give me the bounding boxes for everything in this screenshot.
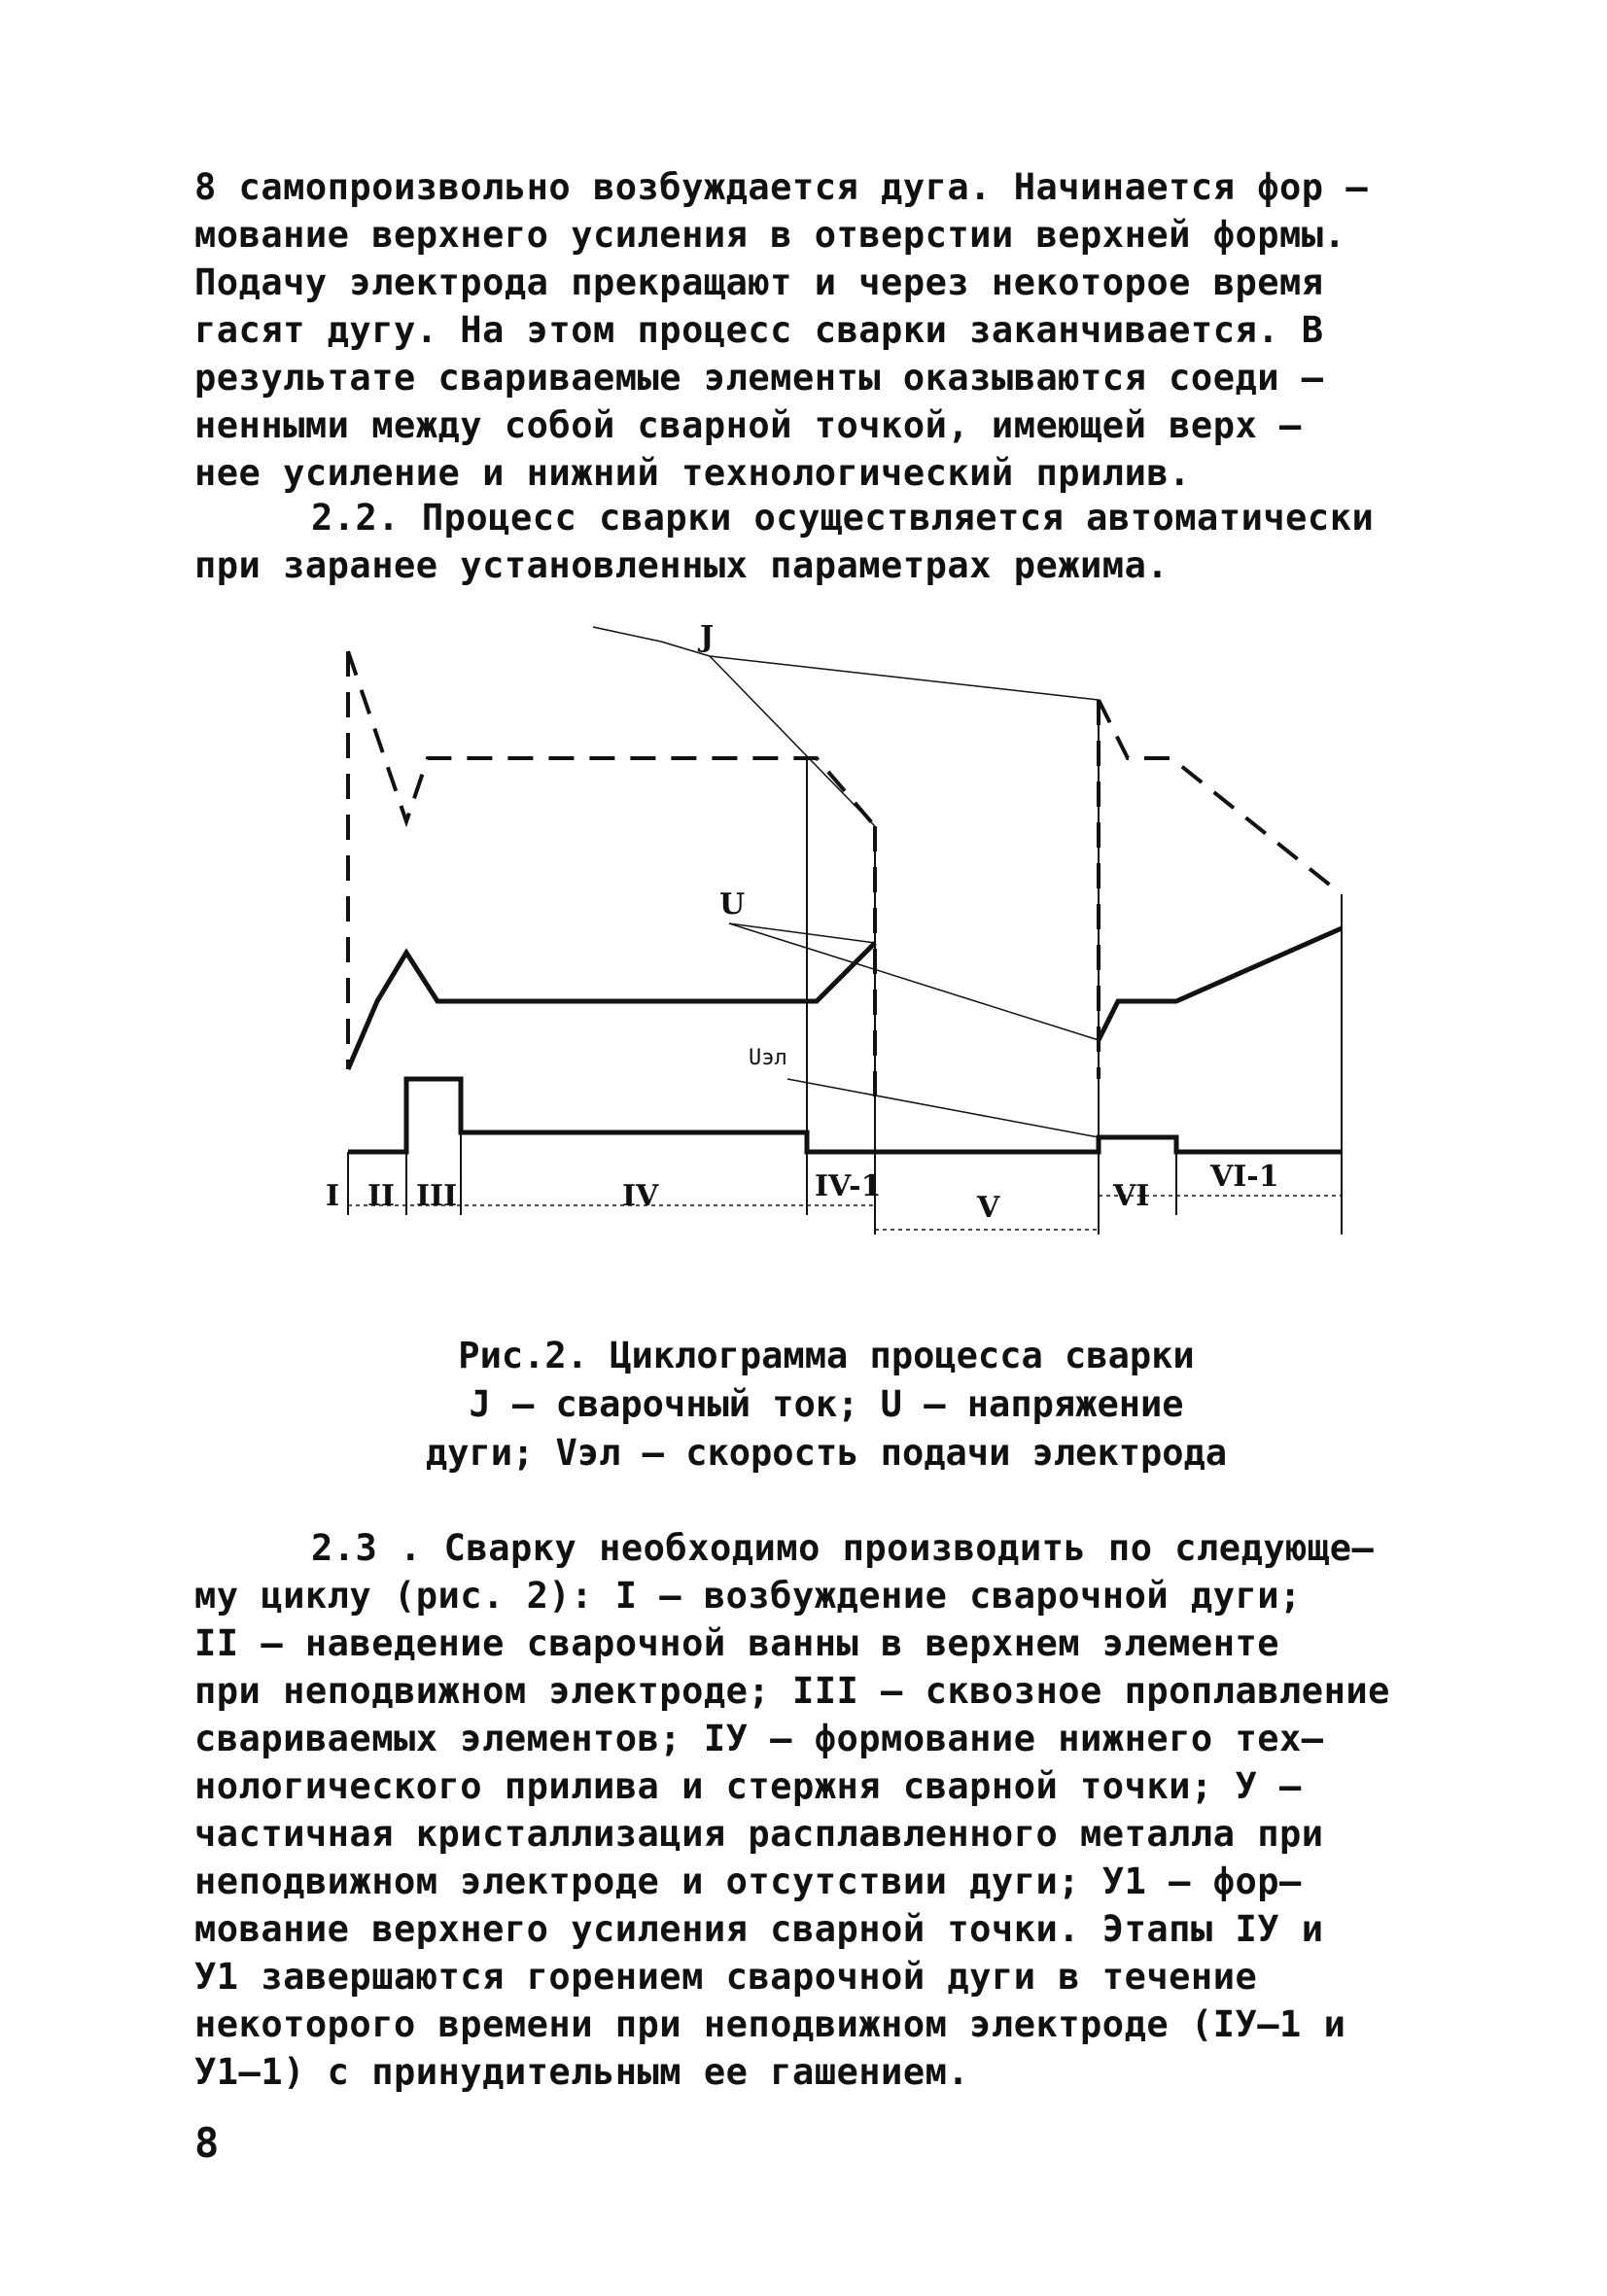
- page-number: 8: [194, 2119, 220, 2167]
- label-voltage: U: [719, 887, 746, 922]
- leader-lines: [593, 627, 1099, 1137]
- text-line: нологического прилива и стержня сварной точки; У –: [194, 1765, 1302, 1807]
- text-line: II – наведение сварочной ванны в верхнем элементе: [194, 1622, 1280, 1664]
- cyclogram-figure: [321, 622, 1390, 1303]
- text-line: при неподвижном электроде; III – сквозное проплавление: [194, 1670, 1390, 1712]
- label-current: J: [700, 622, 715, 654]
- text-line: нее усиление и нижний технологический прилив.: [194, 452, 1191, 494]
- label-electrode-speed: Uэл: [749, 1046, 787, 1070]
- current-curve: [348, 651, 1342, 1098]
- text-line: ненными между собой сварной точкой, имеющей верх –: [194, 404, 1302, 446]
- text-line: неподвижном электроде и отсутствии дуги; У1 – фор–: [194, 1861, 1302, 1902]
- stage-label-6-1: VI-1: [1210, 1160, 1279, 1194]
- text-line: 2.2. Процесс сварки осуществляется автоматически: [311, 497, 1375, 539]
- stage-label-2: II: [367, 1179, 396, 1213]
- text-line: У1 завершаются горением сварочной дуги в течение: [194, 1956, 1258, 1998]
- stage-label-1: I: [326, 1179, 340, 1213]
- text-line: результате свариваемые элементы оказываются соеди –: [194, 357, 1324, 399]
- text-line: Подачу электрода прекращают и через некоторое время: [194, 261, 1324, 303]
- figure-caption: [194, 1332, 1458, 1478]
- text-line: 8 самопроизвольно возбуждается дуга. Начинается фор –: [194, 166, 1369, 208]
- stage-label-4-1: IV-1: [815, 1169, 882, 1203]
- text-line: свариваемых элементов; IУ – формование нижнего тех–: [194, 1718, 1324, 1759]
- stage-label-5: V: [977, 1191, 1000, 1225]
- paragraph-2: [194, 494, 1468, 589]
- paragraph-3: [194, 1524, 1468, 2096]
- text-line: мование верхнего усиления сварной точки. Этапы IУ и: [194, 1908, 1324, 1950]
- text-line: 2.3 . Сварку необходимо производить по следующе–: [311, 1527, 1375, 1569]
- caption-line: J – сварочный ток; U – напряжение: [469, 1383, 1184, 1425]
- text-line: му циклу (рис. 2): I – возбуждение сварочной дуги;: [194, 1575, 1302, 1617]
- stage-label-6: VI: [1113, 1179, 1150, 1213]
- caption-line: дуги; Vэл – скорость подачи электрода: [425, 1432, 1228, 1474]
- text-line: мование верхнего усиления в отверстии верхней формы.: [194, 214, 1346, 256]
- text-line: некоторого времени при неподвижном электроде (IУ–1 и: [194, 2003, 1346, 2045]
- text-line: частичная кристаллизация расплавленного металла при: [194, 1813, 1324, 1855]
- stage-label-4: IV: [622, 1179, 659, 1213]
- text-line: У1–1) с принудительным ее гашением.: [194, 2051, 970, 2093]
- caption-line: Рис.2. Циклограмма процесса сварки: [458, 1335, 1195, 1376]
- text-line: при заранее установленных параметрах режима.: [194, 544, 1170, 586]
- voltage-curve: [348, 928, 1342, 1069]
- paragraph-1: [194, 163, 1468, 497]
- text-line: гасят дугу. На этом процесс сварки заканчивается. В: [194, 309, 1324, 351]
- stage-label-3: III: [416, 1179, 458, 1213]
